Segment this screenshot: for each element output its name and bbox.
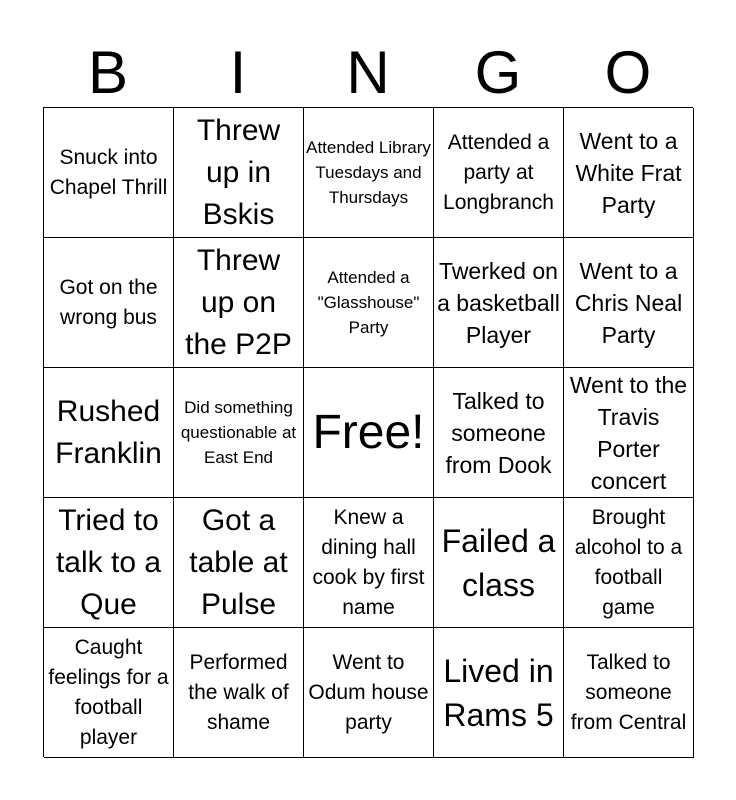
bingo-cell[interactable] <box>434 368 564 498</box>
cell-text: Attended Library Tuesdays and Thursdays <box>306 138 431 207</box>
header-letter-i: I <box>229 39 247 106</box>
cell-text: Threw up on the P2P <box>185 243 292 361</box>
cell-text: Snuck into Chapel Thrill <box>49 145 168 199</box>
cell-text: Got a table at Pulse <box>189 503 288 621</box>
bingo-cell[interactable] <box>174 628 304 758</box>
bingo-cell[interactable] <box>44 498 174 628</box>
bingo-cell[interactable] <box>174 108 304 238</box>
cell-text: Talked to someone from Dook <box>445 387 552 478</box>
cell-text: Went to the Travis Porter concert <box>569 371 688 494</box>
bingo-cell[interactable] <box>434 238 564 368</box>
bingo-header <box>43 38 693 108</box>
bingo-cell[interactable] <box>434 108 564 238</box>
cell-text: Got on the wrong bus <box>59 275 158 329</box>
cell-text: Rushed Franklin <box>55 394 162 470</box>
bingo-cell[interactable] <box>44 368 174 498</box>
cell-text: Knew a dining hall cook by first name <box>312 505 425 619</box>
bingo-board <box>43 107 693 757</box>
bingo-cell[interactable] <box>304 108 434 238</box>
cell-text: Lived in Rams 5 <box>443 652 554 733</box>
bingo-cell[interactable] <box>564 628 694 758</box>
cell-text: Attended a party at Longbranch <box>443 130 554 214</box>
bingo-cell[interactable] <box>174 368 304 498</box>
cell-text: Talked to someone from Central <box>570 650 687 734</box>
bingo-cell[interactable] <box>304 238 434 368</box>
bingo-cell[interactable] <box>44 628 174 758</box>
cell-text: Performed the walk of shame <box>188 650 289 734</box>
cell-text: Did something questionable at East End <box>180 398 297 467</box>
bingo-cell[interactable] <box>174 498 304 628</box>
cell-text: Brought alcohol to a football game <box>574 505 683 619</box>
cell-text: Threw up in Bskis <box>196 113 281 231</box>
bingo-cell[interactable] <box>434 498 564 628</box>
cell-text: Attended a "Glasshouse" Party <box>317 268 420 337</box>
bingo-cell[interactable] <box>564 108 694 238</box>
bingo-cell[interactable] <box>564 498 694 628</box>
bingo-cell[interactable] <box>564 368 694 498</box>
cell-text: Caught feelings for a football player <box>48 635 169 749</box>
bingo-cell[interactable] <box>44 238 174 368</box>
bingo-cell[interactable] <box>564 238 694 368</box>
header-letter-o: O <box>604 39 652 106</box>
cell-text: Twerked on a basketball Player <box>437 257 560 348</box>
header-letter-n: N <box>346 39 390 106</box>
bingo-cell[interactable] <box>434 628 564 758</box>
free-space-text: Free! <box>312 405 425 459</box>
cell-text: Failed a class <box>441 522 556 603</box>
bingo-cell[interactable] <box>304 498 434 628</box>
bingo-cell[interactable] <box>44 108 174 238</box>
cell-text: Tried to talk to a Que <box>55 503 162 621</box>
bingo-cell[interactable] <box>174 238 304 368</box>
cell-text: Went to Odum house party <box>308 650 429 734</box>
free-space[interactable] <box>304 368 434 498</box>
cell-text: Went to a Chris Neal Party <box>574 257 683 348</box>
bingo-cell[interactable] <box>304 628 434 758</box>
header-letter-b: B <box>87 39 129 106</box>
cell-text: Went to a White Frat Party <box>575 127 682 218</box>
header-letter-g: G <box>474 39 522 106</box>
